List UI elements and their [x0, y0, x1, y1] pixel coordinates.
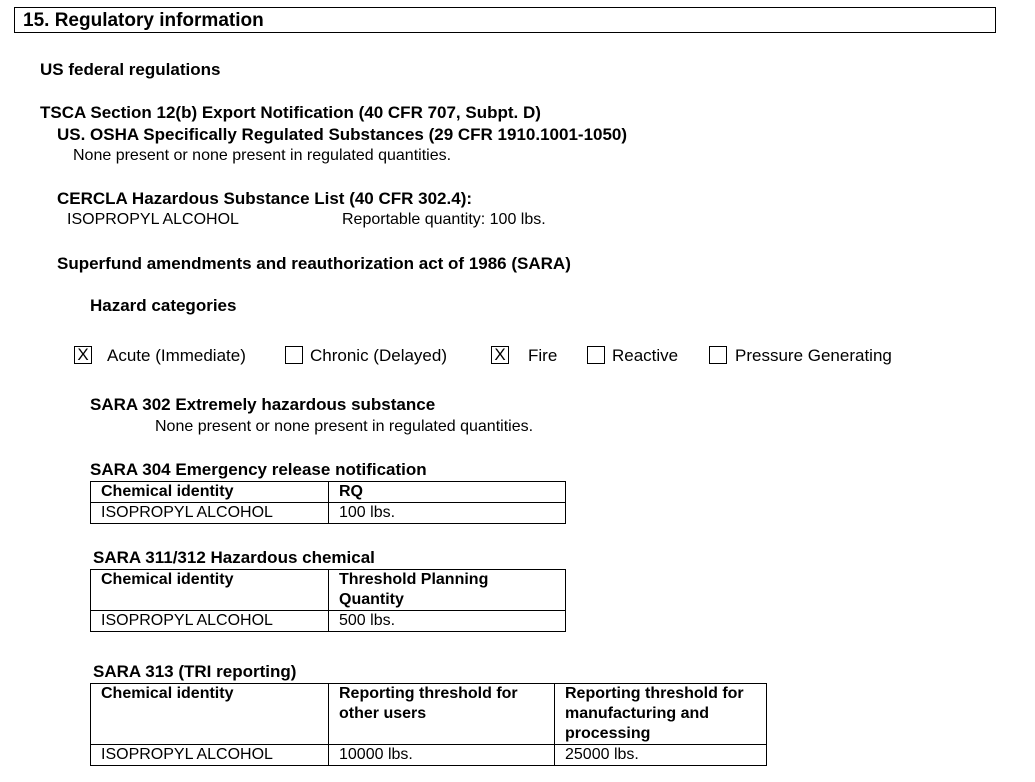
hazard-categories-heading: Hazard categories	[90, 296, 237, 315]
table-header-cell: Reporting threshold for other users	[329, 684, 555, 745]
table-header-row	[91, 570, 566, 611]
tsca-heading: TSCA Section 12(b) Export Notification (40 CFR 707, Subpt. D)	[40, 103, 541, 122]
table-cell: ISOPROPYL ALCOHOL	[91, 503, 329, 524]
table-header-cell: Chemical identity	[91, 684, 329, 745]
sara311-heading: SARA 311/312 Hazardous chemical	[93, 548, 375, 567]
hazard-label-acute: Acute (Immediate)	[107, 346, 246, 365]
table-header-row	[91, 482, 566, 503]
table-cell: 25000 lbs.	[555, 745, 767, 766]
osha-heading: US. OSHA Specifically Regulated Substances (29 CFR 1910.1001-1050)	[57, 125, 628, 144]
hazard-label-reactive: Reactive	[612, 346, 679, 365]
hazard-label-pressure: Pressure Generating	[735, 346, 892, 365]
table-header-cell: RQ	[329, 482, 566, 503]
hazard-label-chronic: Chronic (Delayed)	[310, 346, 447, 365]
table-row	[91, 611, 566, 632]
checkbox-chronic	[285, 346, 303, 364]
checkbox-fire-mark: X	[494, 345, 506, 364]
section-header	[14, 7, 996, 33]
sara302-heading: SARA 302 Extremely hazardous substance	[90, 395, 436, 414]
cercla-chemical: ISOPROPYL ALCOHOL	[67, 211, 239, 228]
table-header-cell: Threshold Planning Quantity	[329, 570, 566, 611]
us-federal-heading: US federal regulations	[40, 60, 221, 79]
table-header-cell: Reporting threshold for manufacturing and processing	[555, 684, 767, 745]
sara313-heading: SARA 313 (TRI reporting)	[93, 662, 297, 681]
table-header-row	[91, 684, 767, 745]
table-cell: 100 lbs.	[329, 503, 566, 524]
table-cell: ISOPROPYL ALCOHOL	[91, 745, 329, 766]
sara302-text: None present or none present in regulated quantities.	[155, 418, 534, 435]
sara304-heading: SARA 304 Emergency release notification	[90, 460, 427, 479]
checkbox-reactive	[587, 346, 605, 364]
sara304-table	[90, 481, 566, 524]
table-header-cell: Chemical identity	[91, 482, 329, 503]
table-row	[91, 745, 767, 766]
sara313-table	[90, 683, 767, 766]
checkbox-fire	[491, 346, 509, 364]
section-title: 15. Regulatory information	[23, 10, 264, 31]
checkbox-acute	[74, 346, 92, 364]
table-header-cell: Chemical identity	[91, 570, 329, 611]
cercla-heading: CERCLA Hazardous Substance List (40 CFR 302.4):	[57, 189, 473, 208]
table-row	[91, 503, 566, 524]
checkbox-acute-mark: X	[77, 345, 89, 364]
table-cell: 500 lbs.	[329, 611, 566, 632]
table-cell: ISOPROPYL ALCOHOL	[91, 611, 329, 632]
hazard-label-fire: Fire	[528, 346, 558, 365]
sara311-table	[90, 569, 566, 632]
checkbox-pressure	[709, 346, 727, 364]
osha-text: None present or none present in regulated quantities.	[73, 147, 452, 164]
table-cell: 10000 lbs.	[329, 745, 555, 766]
cercla-quantity: Reportable quantity: 100 lbs.	[342, 211, 546, 228]
sara-heading: Superfund amendments and reauthorization act of 1986 (SARA)	[57, 254, 571, 273]
